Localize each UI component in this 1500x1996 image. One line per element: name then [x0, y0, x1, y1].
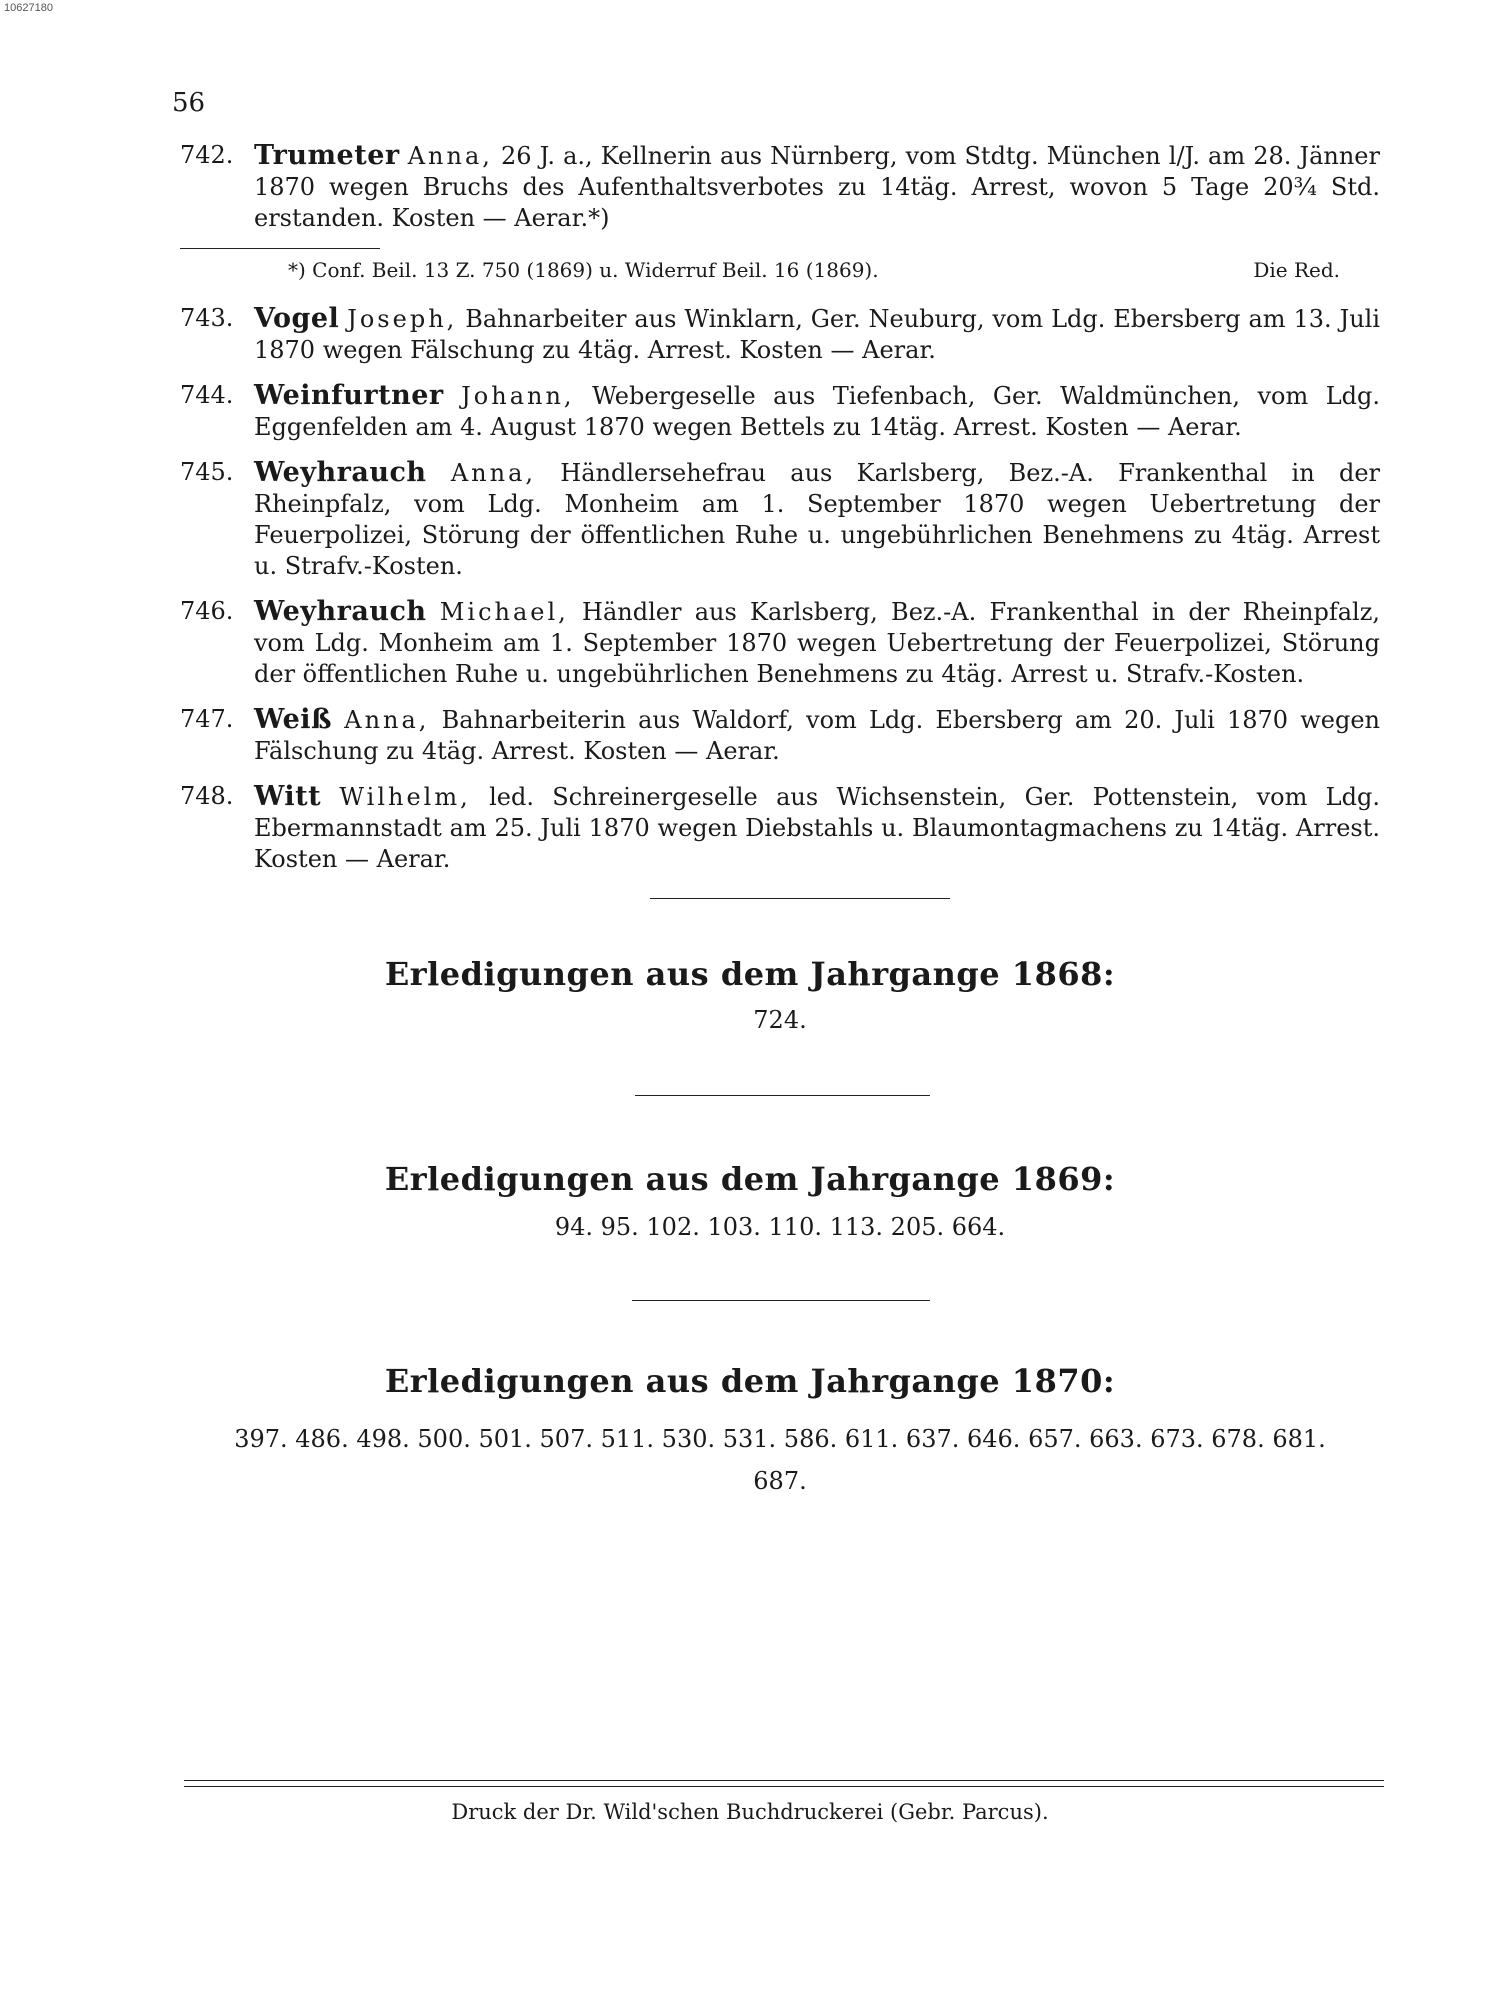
entry-746 — [180, 596, 1380, 690]
entry-given-name: Anna, — [450, 459, 537, 487]
entry-number: 742. — [180, 141, 234, 169]
entry-given-name: Wilhelm, — [339, 783, 471, 811]
entry-number: 747. — [180, 705, 234, 733]
entry-742 — [180, 140, 1380, 234]
footnote-text: *) Conf. Beil. 13 Z. 750 (1869) u. Widerruf Beil. 16 (1869). — [288, 258, 879, 282]
footer-rule-bottom — [184, 1786, 1384, 1787]
entry-given-name: Joseph, — [347, 305, 458, 333]
footnote-aside: Die Red. — [1253, 258, 1340, 282]
entry-748 — [180, 781, 1380, 875]
entry-number: 748. — [180, 782, 234, 810]
section-numbers-1870: 397. 486. 498. 500. 501. 507. 511. 530. 531. 586. 611. 637. 646. 657. 663. 673. 678. 681. — [234, 1425, 1326, 1453]
section-numbers-1868: 724. — [753, 1006, 807, 1034]
section-divider — [650, 898, 950, 899]
section-title-1870: Erledigungen aus dem Jahrgange 1870: — [384, 1362, 1116, 1400]
entry-number: 746. — [180, 597, 234, 625]
entry-surname: Weiß — [254, 704, 333, 735]
entry-text: Bahnarbeiterin aus Waldorf, vom Ldg. Ebersberg am 20. Juli 1870 wegen Fälschung zu 4täg. Arrest. Kosten — Aerar. — [254, 706, 1380, 765]
footnote — [180, 257, 1380, 283]
entry-given-name: Anna, — [344, 706, 430, 734]
entry-given-name: Michael, — [439, 598, 569, 626]
scan-id: 10627180 — [4, 2, 53, 14]
section-numbers-1869: 94. 95. 102. 103. 110. 113. 205. 664. — [554, 1213, 1006, 1241]
entry-743 — [180, 303, 1380, 366]
printer-imprint: Druck der Dr. Wild'schen Buchdruckerei (Gebr. Parcus). — [451, 1800, 1049, 1824]
footer-rule-top — [184, 1780, 1384, 1781]
section-numbers-1870-line2: 687. — [753, 1467, 807, 1495]
entry-747 — [180, 704, 1380, 767]
entry-text: 26 J. a., Kellnerin aus Nürnberg, vom Stdtg. München l/J. am 28. Jänner 1870 wegen Bruchs des Aufenthaltsverbotes zu 14täg. Arrest, wovon 5 Tage 20¾ Std. erstanden. Kosten — Aerar.*) — [254, 142, 1380, 232]
entry-text: Bahnarbeiter aus Winklarn, Ger. Neuburg, vom Ldg. Ebersberg am 13. Juli 1870 wegen Fälschung zu 4täg. Arrest. Kosten — Aerar. — [254, 305, 1380, 364]
page-number: 56 — [172, 88, 206, 118]
entry-744 — [180, 380, 1380, 443]
entry-745 — [180, 457, 1380, 582]
entry-surname: Weyhrauch — [254, 457, 427, 488]
entry-given-name: Anna, — [407, 142, 493, 170]
entry-text: Händler aus Karlsberg, Bez.-A. Frankenthal in der Rheinpfalz, vom Ldg. Monheim am 1. September 1870 wegen Uebertretung der Feuerpolizei, Störung der öffentlichen Ruhe u. ungebührlichen Benehmens zu 4täg. Arrest u. Strafv.-Kosten. — [254, 598, 1380, 688]
entry-text: led. Schreinergeselle aus Wichsenstein, Ger. Pottenstein, vom Ldg. Ebermannstadt am 25. Juli 1870 wegen Diebstahls u. Blaumontagmachens zu 14täg. Arrest. Kosten — Aerar. — [254, 783, 1380, 873]
section-title-1868: Erledigungen aus dem Jahrgange 1868: — [384, 955, 1116, 993]
section-divider — [635, 1095, 930, 1096]
entry-surname: Trumeter — [254, 140, 400, 171]
footnote-rule — [180, 248, 380, 249]
entry-list — [180, 140, 1380, 889]
entry-surname: Witt — [254, 781, 322, 812]
section-divider — [632, 1300, 930, 1301]
entry-number: 744. — [180, 381, 234, 409]
entry-surname: Vogel — [254, 303, 340, 334]
entry-text: Händlersehefrau aus Karlsberg, Bez.-A. Frankenthal in der Rheinpfalz, vom Ldg. Monheim am 1. September 1870 wegen Uebertretung der Feuerpolizei, Störung der öffentlichen Ruhe u. ungebührlichen Benehmens zu 4täg. Arrest u. Strafv.-Kosten. — [254, 459, 1380, 580]
entry-number: 745. — [180, 458, 234, 486]
entry-surname: Weinfurtner — [254, 380, 444, 411]
entry-text: Webergeselle aus Tiefenbach, Ger. Waldmünchen, vom Ldg. Eggenfelden am 4. August 1870 wegen Bettels zu 14täg. Arrest. Kosten — Aerar. — [254, 382, 1380, 441]
entry-given-name: Johann, — [461, 382, 575, 410]
entry-surname: Weyhrauch — [254, 596, 427, 627]
entry-number: 743. — [180, 304, 234, 332]
section-title-1869: Erledigungen aus dem Jahrgange 1869: — [384, 1160, 1116, 1198]
